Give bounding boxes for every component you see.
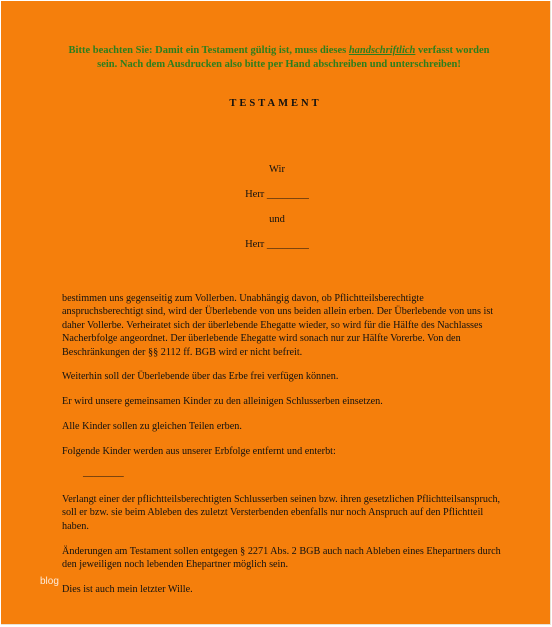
paragraph-pflichtteil: Verlangt einer der pflichtteilsberechtigten Schlusserben seinen bzw. ihren gesetzlichen Pflichtteilsanspruch, soll er bzw. sie beim Ableben des zuletzt Versterbenden ebenfalls nur noch Anspruch auf den Pflichtteil haben. — [62, 494, 501, 532]
blog-watermark: blog — [40, 576, 59, 587]
paragraph-gleiche-teile: Alle Kinder sollen zu gleichen Teilen erben. — [62, 421, 242, 432]
paragraph-schlusserben: Er wird unsere gemeinsamen Kinder zu den alleinigen Schlusserben einsetzen. — [62, 396, 383, 407]
notice-text-after: verfasst worden sein. Nach dem Ausdrucken also bitte per Hand abschreiben und unterschreiben! — [97, 45, 490, 70]
paragraph-letzter-wille: Dies ist auch mein letzter Wille. — [62, 584, 193, 595]
party-herr-2: Herr ________ — [245, 239, 309, 250]
party-herr-1: Herr ________ — [245, 189, 309, 200]
party-wir: Wir — [269, 164, 285, 175]
enterbt-blank-line: ________ — [83, 467, 124, 478]
document-title: TESTAMENT — [229, 98, 322, 109]
handwriting-notice — [59, 44, 499, 72]
testament-page — [1, 1, 551, 625]
party-und: und — [269, 214, 285, 225]
paragraph-aenderungen: Änderungen am Testament sollen entgegen § 2271 Abs. 2 BGB auch nach Ableben eines Ehepartners durch den jeweiligen noch lebenden Ehepartner möglich sein. — [62, 546, 501, 571]
notice-text-before: Bitte beachten Sie: Damit ein Testament gültig ist, muss dieses — [68, 45, 349, 56]
paragraph-enterbt: Folgende Kinder werden aus unserer Erbfolge entfernt und enterbt: — [62, 446, 336, 457]
paragraph-verfuegung: Weiterhin soll der Überlebende über das Erbe frei verfügen können. — [62, 371, 339, 382]
notice-emphasis: handschriftlich — [348, 45, 416, 56]
paragraph-vollerben: bestimmen uns gegenseitig zum Vollerben. Unabhängig davon, ob Pflichtteilsberechtigte anspruchsberechtigt sind, wird der Überlebende von uns beiden allein erben. Der Überlebende von uns ist daher Vollerbe. Verheiratet sich der überlebende Ehegatte wieder, so wird für die Hälfte des Nachlasses Nacherbfolge angeordnet. Der überlebende Ehegatte wird sonach nur zur Hälfte Vorerbe. Von den Beschränkungen der §§ 2112 ff. BGB wird er nicht befreit. — [62, 293, 494, 358]
